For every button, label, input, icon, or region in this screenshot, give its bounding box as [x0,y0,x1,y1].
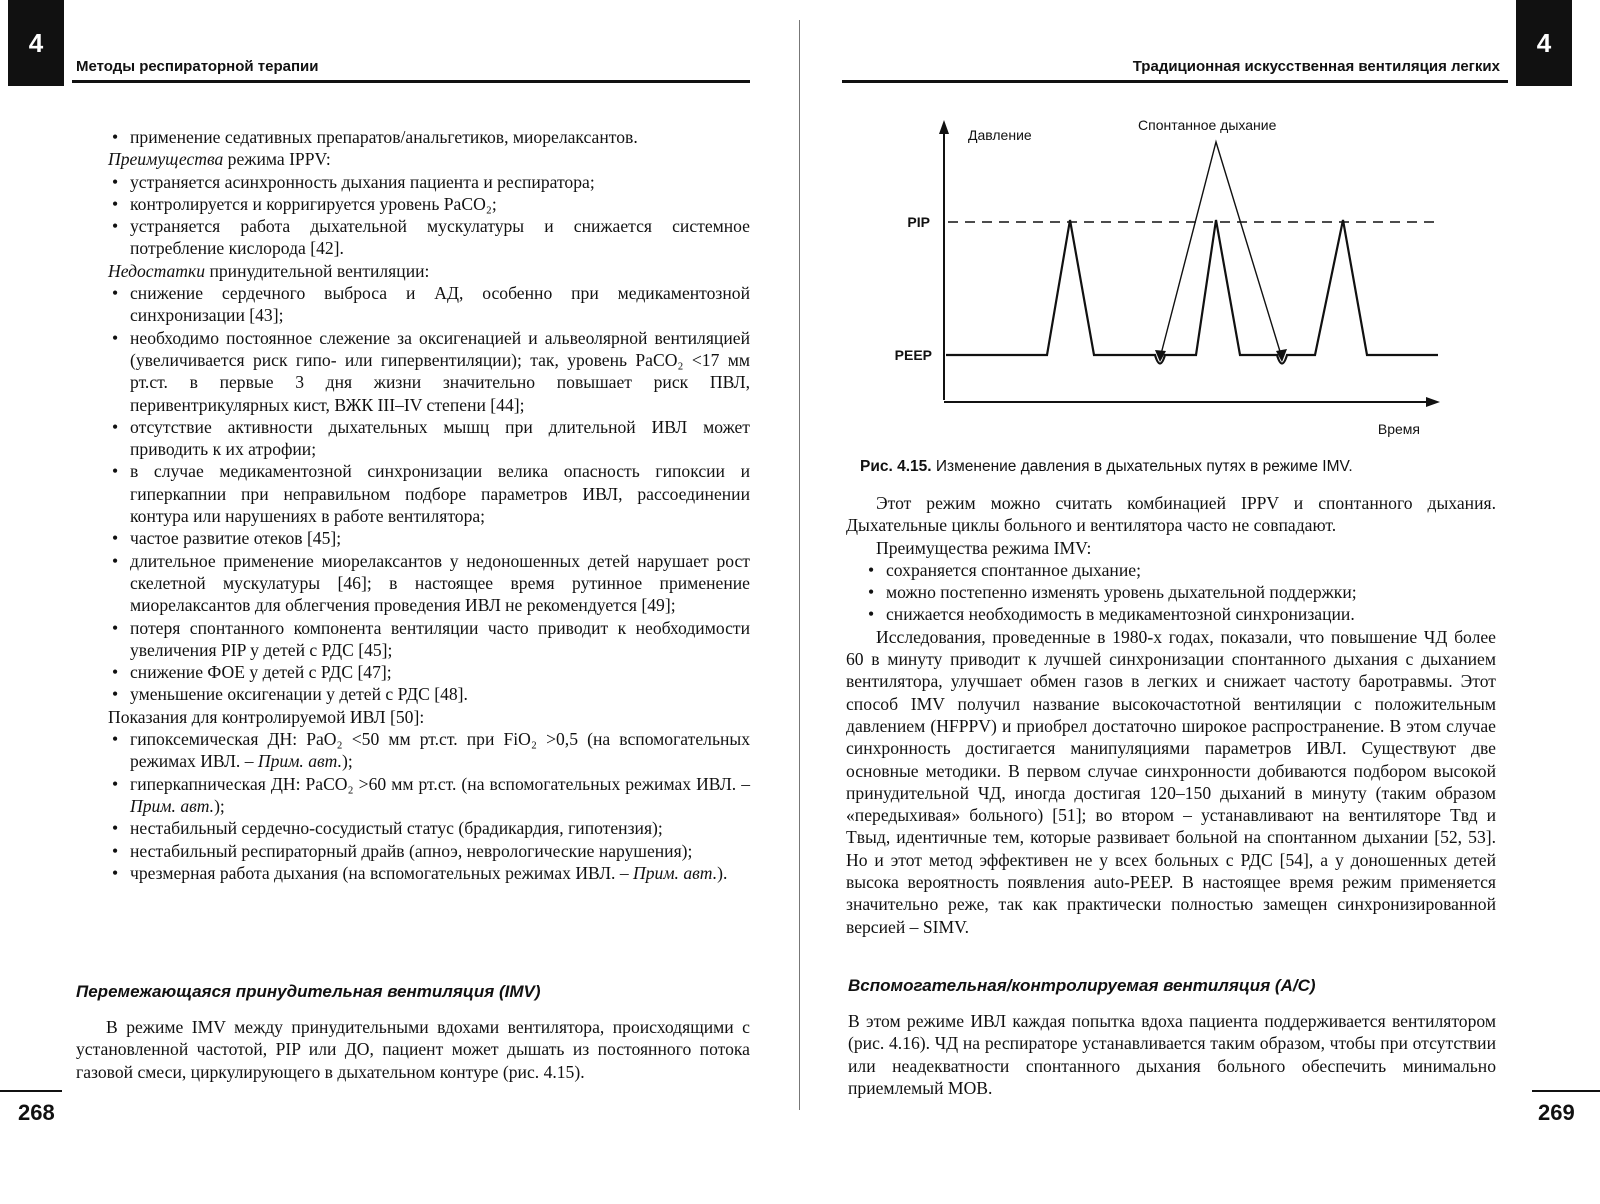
list-item: • контролируется и корригируется уровень PaCO₂; [108,193,750,215]
list-item: • отсутствие активности дыхательных мышц при длительной ИВЛ может приводить к их атрофии; [108,416,750,461]
section-title-ac: Вспомогательная/контролируемая вентиляция (A/C) [848,976,1316,995]
chapter-tab-left: 4 [8,0,64,86]
disadvantages-list [108,282,750,706]
peep-label: PEEP [894,347,932,363]
list-item: • гиперкапническая ДН: PaCO₂ >60 мм рт.ст. (на вспомогательных режимах ИВЛ. – Прим. авт.); [108,773,750,818]
list-item: • длительное применение миорелаксантов у недоношенных детей нарушает рост скелетной мускулатуры [46]; в настоящее время рутинное применение миорелаксантов для облегчения проведения ИВЛ не рекомендуется [49]; [108,550,750,617]
list-item: • применение седативных препаратов/анальгетиков, миорелаксантов. [108,126,750,148]
list-item: • устраняется асинхронность дыхания пациента и респиратора; [108,171,750,193]
paragraph: Исследования, проведенные в 1980-х годах, показали, что повышение ЧД более 60 в минуту приводит к лучшей синхронизации спонтанного дыхания с дыханием вентилятора, улучшает обмен газов в легких и снижает частоту баротравмы. Этот способ IMV получил название высокочастотной вентиляции с положительным давлением (HFPPV) и приобрел достаточно широкое распространение. В этом случае синхронность достигается манипуляциями параметров ИВЛ. Существуют две основные методики. В первом случае синхронности добиваются подбором высокой принудительной ЧД, иногда достигая 120–150 дыханий в минуту (таким образом «передыхивая» больного) [51]; во втором – устанавливают на вентиляторе Tвд и Tвыд, идентичные тем, которые развивает больной на спонтанном дыхании [52, 53]. Но и этот метод эффективен не у всех больных с РДС [54], а у доношенных детей высока вероятность появления auto-PEEP. В настоящее время режим применяется значительно реже, так как практически полностью замещен синхронизированной версией – SIMV. [846,626,1496,937]
paragraph: Этот режим можно считать комбинацией IPPV и спонтанного дыхания. Дыхательные циклы больного и вентилятора часто не совпадают. [846,493,1496,536]
paragraph: Показания для контролируемой ИВЛ [50]: [108,706,425,727]
list-item: • гипоксемическая ДН: PaO₂ <50 мм рт.ст. при FiO₂ >0,5 (на вспомогательных режимах ИВЛ. – Прим. авт.); [108,728,750,773]
pressure-waveform [946,220,1438,364]
pip-label: PIP [907,214,930,230]
list-item: • снижается необходимость в медикаментозной синхронизации. [846,603,1496,625]
running-header-right: Традиционная искусственная вентиляция легких [1132,58,1500,75]
list-item: • нестабильный респираторный драйв (апноэ, неврологические нарушения); [108,840,750,862]
list-item: • необходимо постоянное слежение за оксигенацией и альвеолярной вентиляцией (увеличивается риск гипо- или гипервентиляции); так, уровень PaCO₂ <17 мм рт.ст. в первые 3 дня жизни значительно повышает риск ПВЛ, перивентрикулярных кист, ВЖК III–IV степени [44]; [108,327,750,416]
x-axis-arrow [1426,397,1440,407]
footer-rule-left [0,1090,62,1092]
ippv-advantages-list [108,171,750,260]
footer-rule-right [1532,1090,1600,1092]
ac-paragraph: В этом режиме ИВЛ каждая попытка вдоха пациента поддерживается вентилятором (рис. 4.16). ЧД на респираторе устанавливается таким образом, чтобы при отсутствии или неадекватности спонтанного дыхания больного обеспечить минимально приемлемый МОВ. [848,1011,1496,1098]
header-rule-right [842,80,1508,83]
y-axis-arrow [939,120,949,134]
paragraph: Преимущества режима IPPV: [108,149,331,170]
list-item: • сохраняется спонтанное дыхание; [846,559,1496,581]
list-item: • снижение ФОЕ у детей с РДС [47]; [108,661,750,683]
imv-advantages-list [846,559,1496,626]
list-item: • снижение сердечного выброса и АД, особенно при медикаментозной синхронизации [43]; [108,282,750,327]
x-axis-label: Время [1377,421,1420,437]
list-item: • потеря спонтанного компонента вентиляции часто приводит к необходимости увеличения PIP у детей с РДС [45]; [108,617,750,662]
header-rule-left [72,80,750,83]
list-item: • частое развитие отеков [45]; [108,527,750,549]
figure-caption: Рис. 4.15. Изменение давления в дыхательных путях в режиме IMV. [860,458,1353,475]
right-body-text [846,492,1496,938]
chapter-tab-right: 4 [1516,0,1572,86]
page-number-left: 268 [18,1100,55,1125]
indications-list [108,728,750,884]
paragraph: Недостатки принудительной вентиляции: [108,260,430,281]
left-body-text [108,126,750,884]
y-axis-label: Давление [968,127,1032,143]
section-title-imv: Перемежающаяся принудительная вентиляция (IMV) [76,982,541,1001]
spontaneous-annotation: Спонтанное дыхание [1138,117,1277,133]
imv-paragraph: В режиме IMV между принудительными вдохами вентилятора, происходящими с установленной частотой, PIP или ДО, пациент может дышать из постоянного потока газовой смеси, циркулирующего в дыхательном контуре (рис. 4.15). [76,1017,750,1082]
list-item: • уменьшение оксигенации у детей с РДС [48]. [108,683,750,705]
page-number-right: 269 [1538,1100,1575,1125]
imv-pressure-figure [840,110,1480,450]
running-header-left: Методы респираторной терапии [76,58,319,75]
list-item: • можно постепенно изменять уровень дыхательной поддержки; [846,581,1496,603]
list-item: • в случае медикаментозной синхронизации велика опасность гипоксии и гиперкапнии при неправильном подборе параметров ИВЛ, рассоединении контура или нарушениях в работе вентилятора; [108,460,750,527]
paragraph: Преимущества режима IMV: [876,537,1092,558]
list-item: • нестабильный сердечно-сосудистый статус (брадикардия, гипотензия); [108,817,750,839]
list-item: • устраняется работа дыхательной мускулатуры и снижается системное потребление кислорода [42]. [108,215,750,260]
list-item: • чрезмерная работа дыхания (на вспомогательных режимах ИВЛ. – Прим. авт.). [108,862,750,884]
